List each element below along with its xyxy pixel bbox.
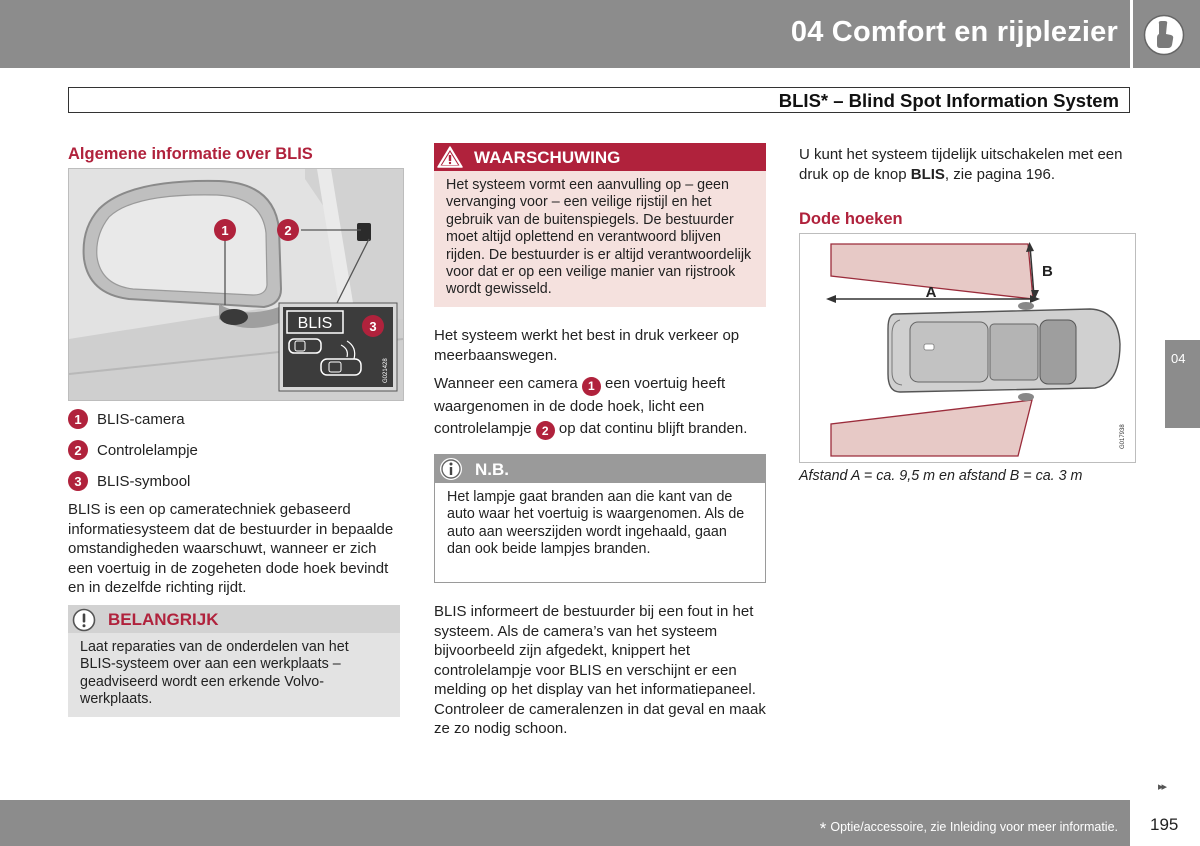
important-text: Laat reparaties van de onderdelen van het BLIS-systeem over aan een werkplaats – geadviseerd wordt een erkende Volvo-werkplaats. xyxy=(80,639,349,708)
dimension-b-label: B xyxy=(1042,263,1053,280)
para-traffic: Het systeem werkt het best in druk verkeer op meerbaanswegen. xyxy=(434,327,740,364)
warning-header xyxy=(434,143,766,171)
legend-item xyxy=(68,440,198,460)
para-disable-part-a: U kunt het systeem tijdelijk uitschakelen met een druk op de knop xyxy=(799,146,1123,183)
para-camera-part-b: een voertuig heeft waargenomen in de dode hoek, licht een controlelampje xyxy=(434,375,726,437)
warning-box xyxy=(434,143,766,307)
callout-2: 2 xyxy=(284,223,292,238)
important-title: BELANGRIJK xyxy=(108,610,219,629)
warning-triangle-icon xyxy=(437,145,463,169)
footnote xyxy=(820,819,1118,839)
legend-item xyxy=(68,409,185,429)
diagram-caption: Afstand A = ca. 9,5 m en afstand B = ca. 3 m xyxy=(799,468,1083,484)
blind-spot-diagram xyxy=(799,233,1136,463)
note-text: Het lampje gaat branden aan die kant van de auto waar het voertuig is waargenomen. Als de auto aan weerszijden wordt ingehaald, gaan dan ook beide lampjes branden. xyxy=(447,489,745,558)
seat-icon xyxy=(1143,14,1185,56)
info-icon xyxy=(439,457,463,481)
legend-number: 3 xyxy=(68,471,88,491)
inline-number-2: 2 xyxy=(536,421,555,440)
note-box xyxy=(434,454,766,583)
note-header xyxy=(435,455,765,483)
mirror-illustration xyxy=(69,169,403,400)
legend-label: Controlelampje xyxy=(97,441,198,459)
section-heading-general: Algemene informatie over BLIS xyxy=(68,145,313,163)
intro-paragraph: BLIS is een op cameratechniek gebaseerd informatiesysteem dat de bestuurder in bepaalde omstandigheden waarschuwt, wanneer er zich een voertuig in de zogeheten dode hoek bevindt en in dezelfde richting rijdt. xyxy=(68,501,394,596)
legend-number: 1 xyxy=(68,409,88,429)
warning-text: Het systeem vormt een aanvulling op – geen vervanging voor – een veilige rijstijl en het gebruik van de buitenspiegels. De bestuurder moet altijd oplettend en verantwoord blijven rijden. De bestuurder is er altijd verantwoordelijk voor dat er op een veilige manier van rijstrook wordt gewisseld. xyxy=(446,177,752,298)
chapter-side-tab[interactable] xyxy=(1165,340,1200,428)
para-disable xyxy=(799,145,1133,184)
inline-number-1: 1 xyxy=(582,377,601,396)
important-box xyxy=(68,605,400,717)
diagram-figure-code: G017938 xyxy=(1120,424,1126,449)
para-camera xyxy=(434,373,768,440)
mirror-figure xyxy=(68,168,404,401)
para-disable-part-b: , zie pagina 196. xyxy=(944,165,1056,183)
legend-number: 2 xyxy=(68,440,88,460)
legend-label: BLIS-symbool xyxy=(97,472,191,490)
section-title: BLIS* – Blind Spot Information System xyxy=(778,90,1119,111)
para-camera-part-c: op dat continu blijft branden. xyxy=(558,419,748,437)
blis-button-ref: BLIS xyxy=(910,165,945,183)
para-error: BLIS informeert de bestuurder bij een fout in het systeem. Als de camera’s van het systeem bijvoorbeeld zijn afgedekt, knippert het controlelampje voor BLIS en verschijnt er een melding op het display van het informatiepaneel. Controleer de cameralenzen in dat geval en maak ze zo nodig schoon. xyxy=(434,603,766,737)
legend-item xyxy=(68,471,190,491)
important-header xyxy=(68,605,400,633)
callout-1: 1 xyxy=(221,223,229,238)
legend-label: BLIS-camera xyxy=(97,410,185,428)
callout-3: 3 xyxy=(369,319,377,334)
para-camera-part-a: Wanneer een camera xyxy=(434,375,578,392)
footnote-text: Optie/accessoire, zie Inleiding voor meer informatie. xyxy=(830,820,1118,834)
chapter-title: 04 Comfort en rijplezier xyxy=(790,16,1118,48)
dimension-a-label: A xyxy=(925,284,937,301)
blind-spot-illustration xyxy=(800,234,1135,462)
page-number: 195 xyxy=(1150,815,1179,834)
chapter-side-tab-label: 04 xyxy=(1171,351,1186,366)
note-title: N.B. xyxy=(475,460,509,479)
footnote-star: * xyxy=(819,819,827,838)
section-heading-blind-spots: Dode hoeken xyxy=(799,210,903,228)
warning-title: WAARSCHUWING xyxy=(474,148,621,167)
mirror-figure-code: G021428 xyxy=(383,358,389,383)
next-page-arrows-icon: ▸▸ xyxy=(1158,781,1166,793)
section-bar xyxy=(68,87,1130,113)
exclamation-icon xyxy=(72,608,96,632)
inset-blis-label: BLIS xyxy=(297,315,333,332)
